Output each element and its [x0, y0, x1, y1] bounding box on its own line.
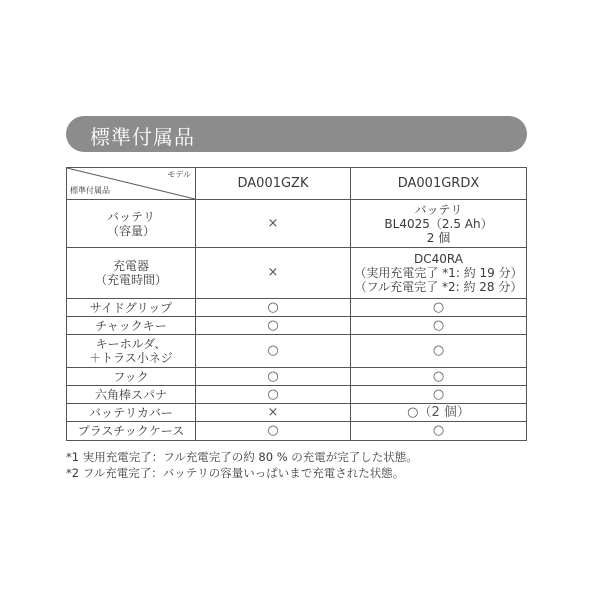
table-row [67, 422, 527, 441]
item-cell [67, 386, 196, 404]
table-row [67, 299, 527, 317]
grdx-cell [351, 368, 527, 386]
gzk-cell: × [196, 404, 351, 422]
footnote-1: *1 実用充電完了：フル充電完了の約 80 % の充電が完了した状態。 [66, 450, 418, 464]
model-header-gzk: DA001GZK [196, 168, 351, 200]
gzk-cell: ○ [196, 299, 351, 317]
section-banner [66, 116, 527, 152]
gzk-cell: ○ [196, 335, 351, 368]
grdx-cell-line: BL4025（2.5 Ah） [384, 216, 493, 231]
item-cell-line: キーホルダ、 [95, 337, 167, 351]
table-row [67, 335, 527, 368]
grdx-cell [351, 422, 527, 441]
accessories-table [66, 167, 527, 441]
table-row [67, 368, 527, 386]
gzk-cell: ○ [196, 368, 351, 386]
item-cell-line: プラスチックケース [77, 424, 185, 438]
item-cell-line: （充電時間） [94, 273, 167, 287]
grdx-cell [351, 299, 527, 317]
model-label: モデル [167, 170, 191, 179]
grdx-cell-line: ○ [432, 368, 445, 384]
gzk-cell: ○ [196, 422, 351, 441]
section-title: 標準付属品 [90, 125, 195, 149]
item-label: 標準付属品 [70, 186, 110, 195]
table-row [67, 248, 527, 299]
grdx-cell-line: （フル充電完了 *2: 約 28 分） [354, 280, 523, 294]
gzk-cell: × [196, 248, 351, 299]
grdx-cell-line: ○ [432, 317, 445, 333]
grdx-cell [351, 317, 527, 335]
item-cell [67, 422, 196, 441]
grdx-cell-line: 2 個 [426, 230, 451, 245]
item-cell-line: バッテリカバー [89, 405, 173, 420]
grdx-cell-line: ○ [432, 423, 445, 438]
footnotes [66, 449, 418, 481]
header-corner-cell [67, 168, 196, 200]
table-row [67, 404, 527, 422]
item-cell-line: （容量） [106, 223, 155, 238]
item-cell [67, 335, 196, 368]
grdx-cell-line: バッテリ [414, 202, 463, 217]
footnote-2: *2 フル充電完了：バッテリの容量いっぱいまで充電された状態。 [66, 466, 405, 480]
item-cell-line: チャックキー [95, 318, 167, 333]
item-cell [67, 404, 196, 422]
item-cell-line: 充電器 [112, 259, 149, 273]
table-row [67, 386, 527, 404]
grdx-cell-line: ○ [432, 386, 445, 402]
grdx-cell-line: DC40RA [414, 252, 463, 266]
model-header-grdx: DA001GRDX [351, 168, 527, 200]
grdx-cell-line: ○ [432, 299, 445, 315]
item-cell [67, 248, 196, 299]
table-row [67, 200, 527, 248]
item-cell-line: バッテリ [106, 209, 155, 224]
item-cell-line: サイドグリップ [89, 300, 173, 315]
item-cell-line: 六角棒スパナ [94, 387, 167, 402]
grdx-cell [351, 335, 527, 368]
table-row [67, 317, 527, 335]
item-cell [67, 368, 196, 386]
grdx-cell [351, 404, 527, 422]
grdx-cell-line: （実用充電完了 *1: 約 19 分） [354, 266, 523, 280]
grdx-cell [351, 248, 527, 299]
item-cell-line: ＋トラス小ネジ [89, 351, 173, 365]
item-cell [67, 200, 196, 248]
table-header-row [67, 168, 527, 200]
grdx-cell [351, 200, 527, 248]
grdx-cell-line: ○ [432, 343, 445, 358]
grdx-cell [351, 386, 527, 404]
gzk-cell: ○ [196, 386, 351, 404]
gzk-cell: ○ [196, 317, 351, 335]
item-cell [67, 299, 196, 317]
item-cell-line: フック [113, 369, 149, 384]
gzk-cell: × [196, 200, 351, 248]
item-cell [67, 317, 196, 335]
grdx-cell-line: ○（2 個） [407, 404, 470, 420]
